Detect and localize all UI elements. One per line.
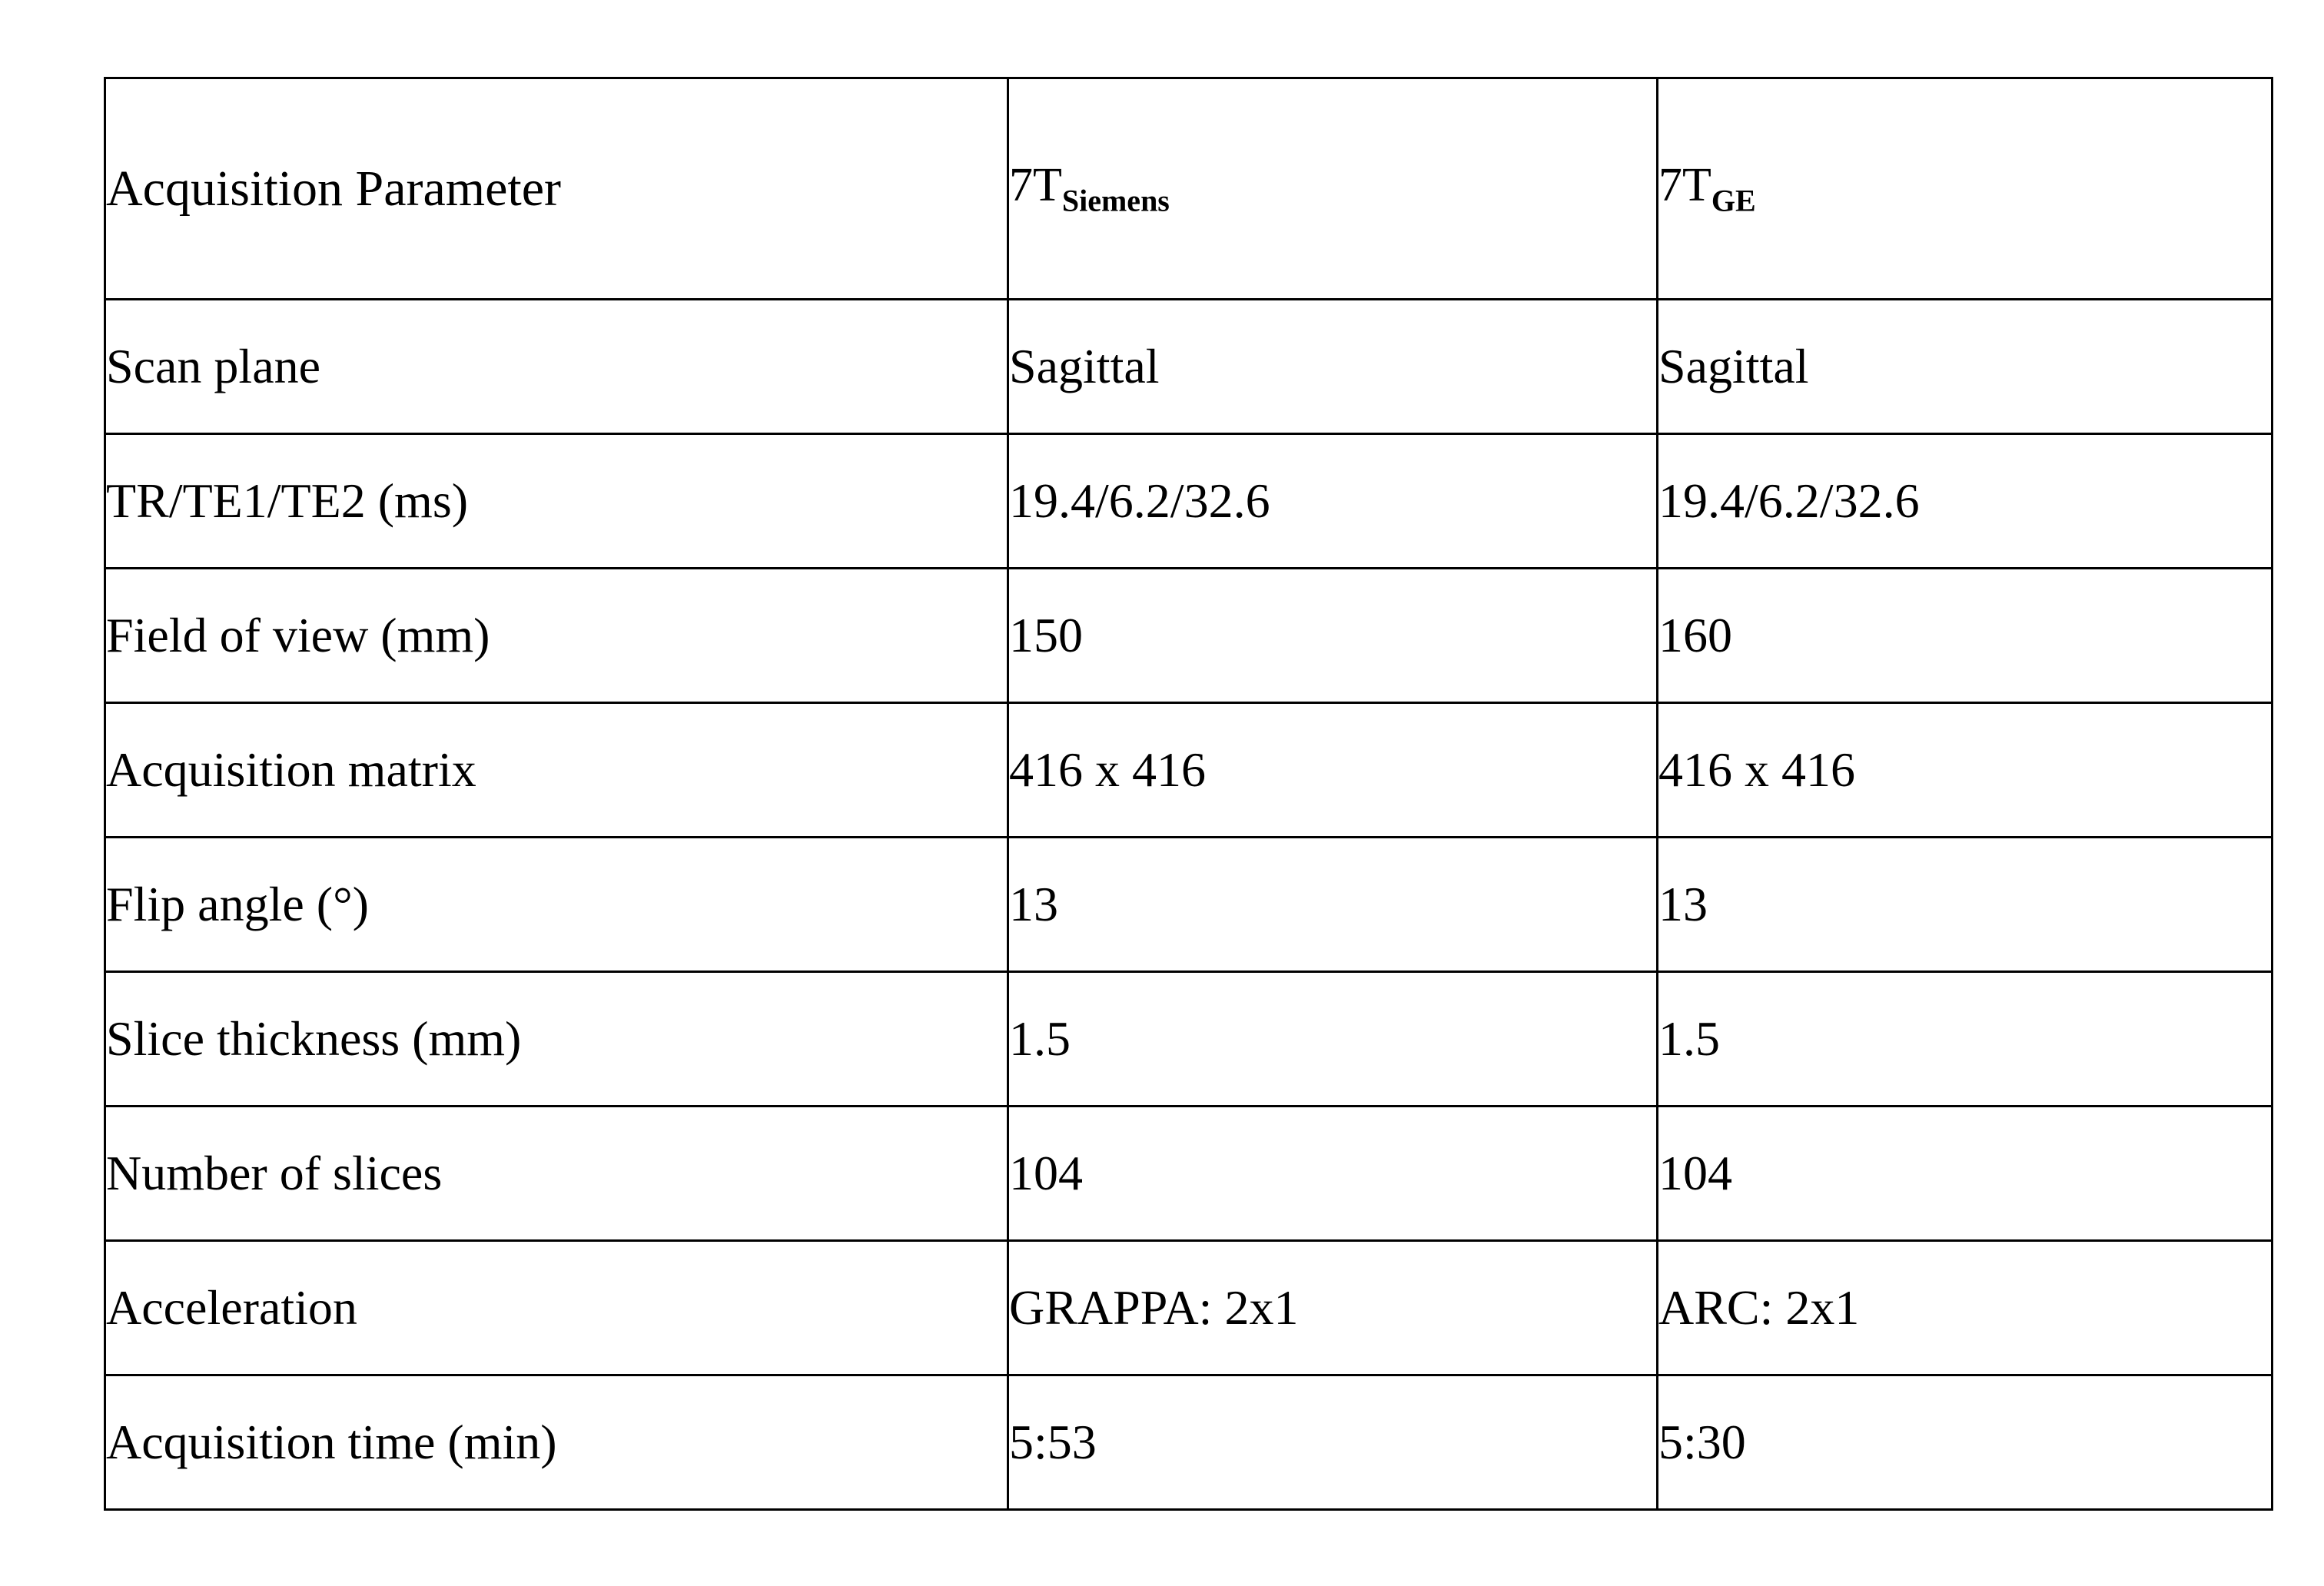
row-value-siemens: 150 [1008,569,1658,703]
table-body [105,300,2273,1510]
row-label: Slice thickness (mm) [105,972,1008,1107]
row-value-siemens: 13 [1008,838,1658,972]
row-value-siemens: Sagittal [1008,300,1658,434]
table-row [105,434,2273,569]
row-value-siemens: 104 [1008,1107,1658,1241]
acquisition-parameters-table-wrapper [104,77,2271,1511]
column-header-parameter: Acquisition Parameter [105,78,1008,300]
column-header-siemens-sub: Siemens [1061,183,1170,218]
row-value-ge: 13 [1658,838,2273,972]
row-value-ge: 160 [1658,569,2273,703]
row-label: Flip angle (°) [105,838,1008,972]
row-value-ge: 104 [1658,1107,2273,1241]
row-label: TR/TE1/TE2 (ms) [105,434,1008,569]
row-value-siemens: 5:53 [1008,1375,1658,1510]
table-row [105,300,2273,434]
row-value-ge: 1.5 [1658,972,2273,1107]
row-label: Acquisition matrix [105,703,1008,838]
row-value-siemens: 19.4/6.2/32.6 [1008,434,1658,569]
acquisition-parameters-table [104,77,2273,1511]
table-row [105,1375,2273,1510]
table-row [105,569,2273,703]
table-row [105,972,2273,1107]
row-value-ge: ARC: 2x1 [1658,1241,2273,1375]
column-header-siemens-main: 7T [1009,158,1062,211]
column-header-ge-sub: GE [1711,183,1756,218]
table-row [105,703,2273,838]
row-label: Scan plane [105,300,1008,434]
row-value-ge: 5:30 [1658,1375,2273,1510]
row-value-siemens: 1.5 [1008,972,1658,1107]
row-value-ge: 416 x 416 [1658,703,2273,838]
table-row [105,1241,2273,1375]
column-header-ge [1658,78,2273,300]
row-label: Acquisition time (min) [105,1375,1008,1510]
row-label: Acceleration [105,1241,1008,1375]
row-label: Number of slices [105,1107,1008,1241]
table-header [105,78,2273,300]
row-value-ge: 19.4/6.2/32.6 [1658,434,2273,569]
column-header-siemens [1008,78,1658,300]
row-label: Field of view (mm) [105,569,1008,703]
table-row [105,838,2273,972]
table-header-row [105,78,2273,300]
table-row [105,1107,2273,1241]
column-header-ge-main: 7T [1658,158,1711,211]
row-value-siemens: 416 x 416 [1008,703,1658,838]
row-value-siemens: GRAPPA: 2x1 [1008,1241,1658,1375]
row-value-ge: Sagittal [1658,300,2273,434]
